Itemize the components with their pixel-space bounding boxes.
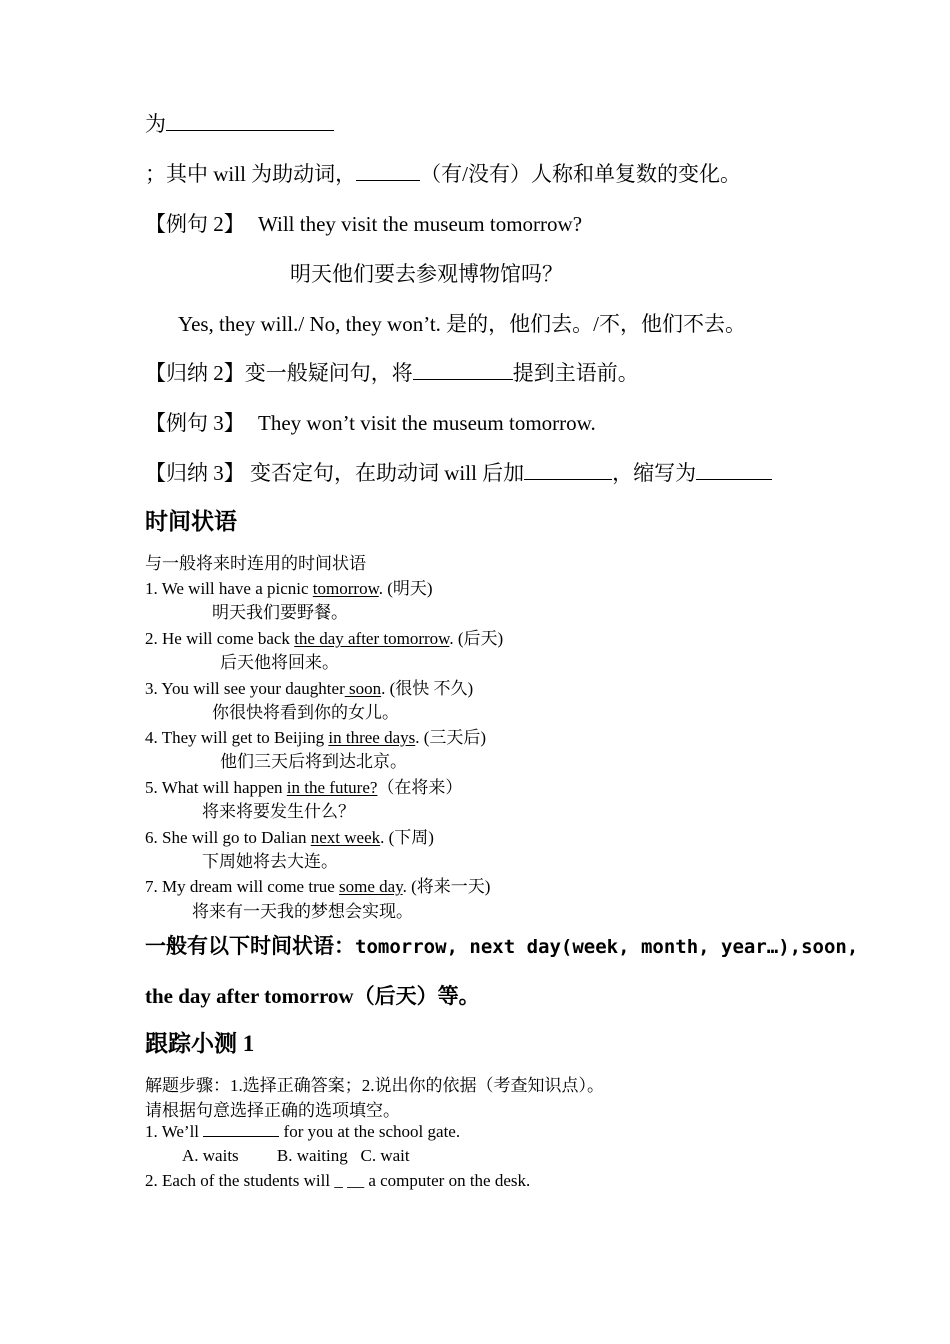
time-summary-line-1 — [145, 930, 858, 960]
summary-3 — [145, 457, 772, 487]
grammar-line-1-text: 为 — [145, 112, 166, 136]
time-example-text: . (明天) — [378, 579, 433, 598]
time-example-translation: 明天我们要野餐。 — [212, 603, 348, 622]
example-2-english: Will they visit the museum tomorrow? — [258, 212, 583, 236]
time-adverbial: in the future? — [286, 778, 378, 797]
time-summary-list: tomorrow, next day(week, month, year…),soon, — [355, 936, 859, 958]
example-2 — [145, 208, 582, 238]
answer-blank — [356, 162, 420, 181]
time-example-translation: 将来将要发生什么？ — [202, 802, 355, 821]
example-3-label: 【例句 3】 — [145, 411, 245, 435]
quiz-instruction: 请根据句意选择正确的选项填空。 — [145, 1101, 400, 1120]
time-adverbial: next week — [310, 828, 381, 847]
time-example — [145, 574, 433, 599]
time-adverbial: some day — [339, 877, 403, 896]
time-example-text: . (将来一天) — [402, 877, 491, 896]
time-summary-cn: 一般有以下时间状语： — [145, 934, 355, 958]
time-example-text: . (后天) — [449, 629, 504, 648]
quiz-question-1-options: A. waits B. waiting C. wait — [182, 1146, 410, 1165]
example-2-chinese: 明天他们要去参观博物馆吗？ — [290, 262, 563, 286]
time-example-translation: 后天他将回来。 — [220, 653, 339, 672]
summary-3-text-a: 【归纳 3】 变否定句，在助动词 will 后加 — [145, 461, 525, 485]
time-example — [145, 723, 486, 748]
answer-blank — [696, 461, 772, 480]
time-example-translation: 你很快将看到你的女儿。 — [212, 703, 399, 722]
time-adverbial: the day after tomorrow — [294, 629, 450, 648]
time-example-translation: 下周她将去大连。 — [202, 852, 338, 871]
time-example-text: 1. We will have a picnic — [145, 579, 313, 598]
grammar-line-2-text-b: （有/没有）人称和单复数的变化。 — [420, 162, 742, 186]
time-example-text: （在将来） — [377, 778, 463, 797]
time-example-text: 4. They will get to Beijing — [145, 728, 329, 747]
time-example — [145, 624, 503, 649]
summary-2 — [145, 357, 639, 387]
quiz-steps: 解题步骤：1.选择正确答案；2.说出你的依据（考查知识点）。 — [145, 1076, 604, 1095]
grammar-line-2-text-a: ；其中 will 为助动词， — [145, 162, 357, 186]
time-example-text: . (很快 不久) — [381, 679, 474, 698]
answer-blank — [166, 112, 334, 131]
summary-3-text-b: ，缩写为 — [612, 461, 697, 485]
example-2-label: 【例句 2】 — [145, 212, 245, 236]
time-example-text: . (下周) — [380, 828, 434, 847]
time-adverbial: tomorrow — [312, 579, 379, 598]
time-example-text: 5. What will happen — [145, 778, 287, 797]
quiz-question-1-text-a: 1. We’ll — [145, 1122, 204, 1141]
time-example — [145, 872, 490, 897]
summary-2-text-a: 【归纳 2】变一般疑问句，将 — [145, 361, 413, 385]
example-3 — [145, 407, 596, 437]
time-adverbial: soon — [344, 679, 382, 698]
summary-2-text-b: 提到主语前。 — [512, 361, 639, 385]
time-example-text: 2. He will come back — [145, 629, 295, 648]
time-adverbial: in three days — [328, 728, 416, 747]
time-intro: 与一般将来时连用的时间状语 — [145, 554, 366, 573]
section-heading-quiz: 跟踪小测 1 — [145, 1031, 255, 1056]
time-summary-line-2: the day after tomorrow（后天）等。 — [145, 984, 480, 1008]
time-example — [145, 823, 434, 848]
answer-blank[interactable] — [203, 1121, 279, 1137]
time-example-text: 7. My dream will come true — [145, 877, 340, 896]
time-example-text: 3. You will see your daughter — [145, 679, 345, 698]
answer-blank — [524, 461, 612, 480]
section-heading-time: 时间状语 — [145, 509, 237, 534]
quiz-question-1 — [145, 1121, 460, 1142]
time-example-translation: 他们三天后将到达北京。 — [220, 752, 407, 771]
time-example — [145, 674, 473, 699]
example-3-english: They won’t visit the museum tomorrow. — [258, 411, 596, 435]
answer-blank — [413, 361, 513, 380]
time-example-text: 6. She will go to Dalian — [145, 828, 311, 847]
time-example — [145, 773, 462, 798]
grammar-line-2 — [145, 158, 741, 188]
grammar-line-1 — [145, 108, 334, 138]
example-2-answer: Yes, they will./ No, they won’t. 是的，他们去。/不，他们不去。 — [178, 312, 746, 336]
time-example-text: . (三天后) — [415, 728, 487, 747]
time-example-translation: 将来有一天我的梦想会实现。 — [192, 902, 413, 921]
quiz-question-1-text-b: for you at the school gate. — [279, 1122, 461, 1141]
quiz-question-2: 2. Each of the students will _ __ a computer on the desk. — [145, 1171, 531, 1190]
